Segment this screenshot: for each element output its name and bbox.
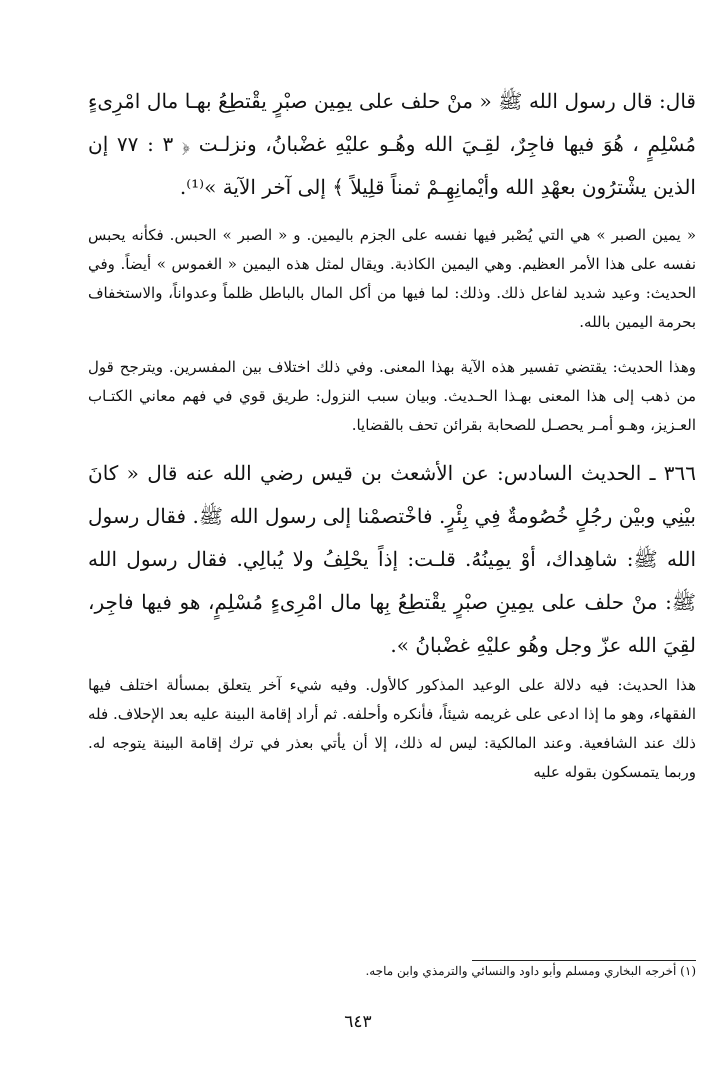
hadith-text-paragraph: قال: قال رسول الله ﷺ « منْ حلف على يمِين صبْرٍ يقْتطِعُ بهـا مال امْرِىءٍ مُسْلِمٍ ، هُوَ فيها فاجِرٌ، لقِـيَ الله وهُـو عليْهِ غضْبانُ، ونزلـت ﴿ ٣ : ٧٧ إن الذين يشْترُون بعهْدِ الله وأيْمانِهِـمْ ثمناً قلِيلاً ﴾ إلى آخر الآية »⁽¹⁾. (88, 89, 697, 199)
footnote: (١) أخرجه البخاري ومسلم وأبو داود والنسائي والترمذي وابن ماجه. (365, 964, 696, 978)
hadith-text-paragraph: ٣٦٦ ـ الحديث السادس: عن الأشعث بن قيس رضي الله عنه قال « كانَ بيْنِي وبيْن رجُلٍ خُصُومةٌ فِي بِئْرٍ. فاخْتصمْنا إلى رسول الله ﷺ. فقال رسول الله ﷺ: شاهِداك، أوْ يمِينُهُ. قلـت: إذاً يحْلِفُ ولا يُبالِي. فقال رسول الله ﷺ: منْ حلف على يمِينِ صبْرٍ يقْتطِعُ بِها مال امْرِىءٍ مُسْلِمٍ، هو فيها فاجِر، لقِيَ الله عزّ وجل وهُو عليْهِ غضْبانُ ». (88, 461, 696, 657)
commentary-paragraph: وهذا الحديث: يقتضي تفسير هذه الآية بهذا المعنى. وفي ذلك اختلاف بين المفسرين. ويترجح قول من ذهب إلى هذا المعنى بهـذا الحـديث. وبيان سبب النزول: طريق قوي في فهم معاني الكتـاب العـزيز، وهـو أمـر يحصـل للصحابة بقرائن تحف بالقضايا. (88, 358, 696, 434)
commentary-paragraph: هذا الحديث: فيه دلالة على الوعيد المذكور كالأول. وفيه شيء آخر يتعلق بمسألة اختلف فيها الفقهاء، وهو ما إذا ادعى على غريمه شيئاً، فأنكره وأحلفه. ثم أراد إقامة البينة عليه بعد الإحلاف. فله ذلك عند الشافعية. وعند المالكية: ليس له ذلك، إلا أن يأتي بعذر في ترك إقامة البينة يتوجه له. وربما يتمسكون بقوله عليه (88, 676, 696, 781)
commentary-paragraph: « يمين الصبر » هي التي يُصْبر فيها نفسه على الجزم باليمين. و « الصبر » الحبس. فكأنه يحبس نفسه على هذا الأمر العظيم. وهي اليمين الكاذبة. ويقال لمثل هذه اليمين « الغموس » أيضاً. وفي الحديث: وعيد شديد لفاعل ذلك. وذلك: لما فيها من أكل المال بالباطل ظلماً وعدواناً، والاستخفاف بحرمة اليمين بالله. (88, 226, 696, 331)
page-number: ٦٤٣ (344, 1012, 372, 1032)
page-body (88, 80, 696, 787)
